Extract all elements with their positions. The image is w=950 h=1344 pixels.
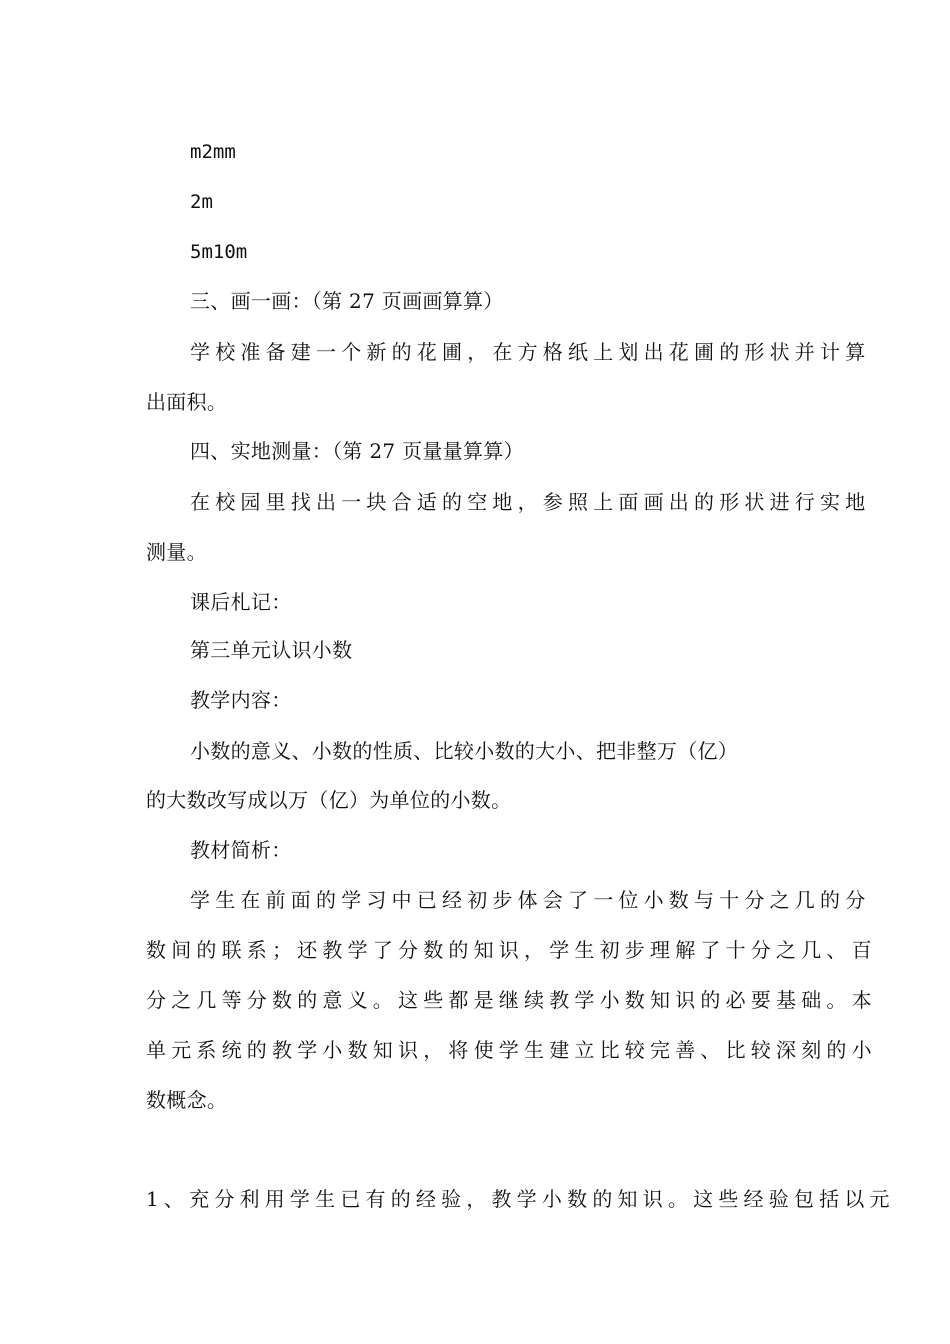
- section-heading-draw: 三、画一画：（第 27 页画画算算）: [190, 289, 504, 313]
- section-heading-measure: 四、实地测量：（第 27 页量量算算）: [190, 439, 524, 463]
- paragraph-line: 数间的联系；还教学了分数的知识，学生初步理解了十分之几、百: [146, 938, 877, 962]
- paragraph-line: 单元系统的教学小数知识，将使学生建立比较完善、比较深刻的小: [146, 1038, 877, 1062]
- text-line-unit-2m: 2m: [190, 191, 213, 213]
- content-heading: 教学内容：: [190, 688, 292, 712]
- list-item: 1、充分利用学生已有的经验，教学小数的知识。这些经验包括以元: [146, 1187, 895, 1211]
- notes-heading: 课后札记：: [190, 590, 292, 614]
- paragraph-line: 在校园里找出一块合适的空地，参照上面画出的形状进行实地: [190, 490, 871, 514]
- paragraph-line: 小数的意义、小数的性质、比较小数的大小、把非整万（亿）: [190, 739, 739, 763]
- unit-title: 第三单元认识小数: [190, 638, 353, 662]
- paragraph-line: 学校准备建一个新的花圃，在方格纸上划出花圃的形状并计算: [190, 340, 871, 364]
- paragraph-line: 出面积。: [146, 390, 228, 414]
- paragraph-line: 分之几等分数的意义。这些都是继续教学小数知识的必要基础。本: [146, 988, 877, 1012]
- text-line-unit-5m10m: 5m10m: [190, 241, 248, 263]
- text-line-unit-m2mm: m2mm: [190, 141, 236, 163]
- paragraph-line: 数概念。: [146, 1088, 228, 1112]
- analysis-heading: 教材简析：: [190, 838, 292, 862]
- paragraph-line: 测量。: [146, 540, 207, 564]
- paragraph-line: 的大数改写成以万（亿）为单位的小数。: [146, 788, 512, 812]
- paragraph-line: 学生在前面的学习中已经初步体会了一位小数与十分之几的分: [190, 888, 871, 912]
